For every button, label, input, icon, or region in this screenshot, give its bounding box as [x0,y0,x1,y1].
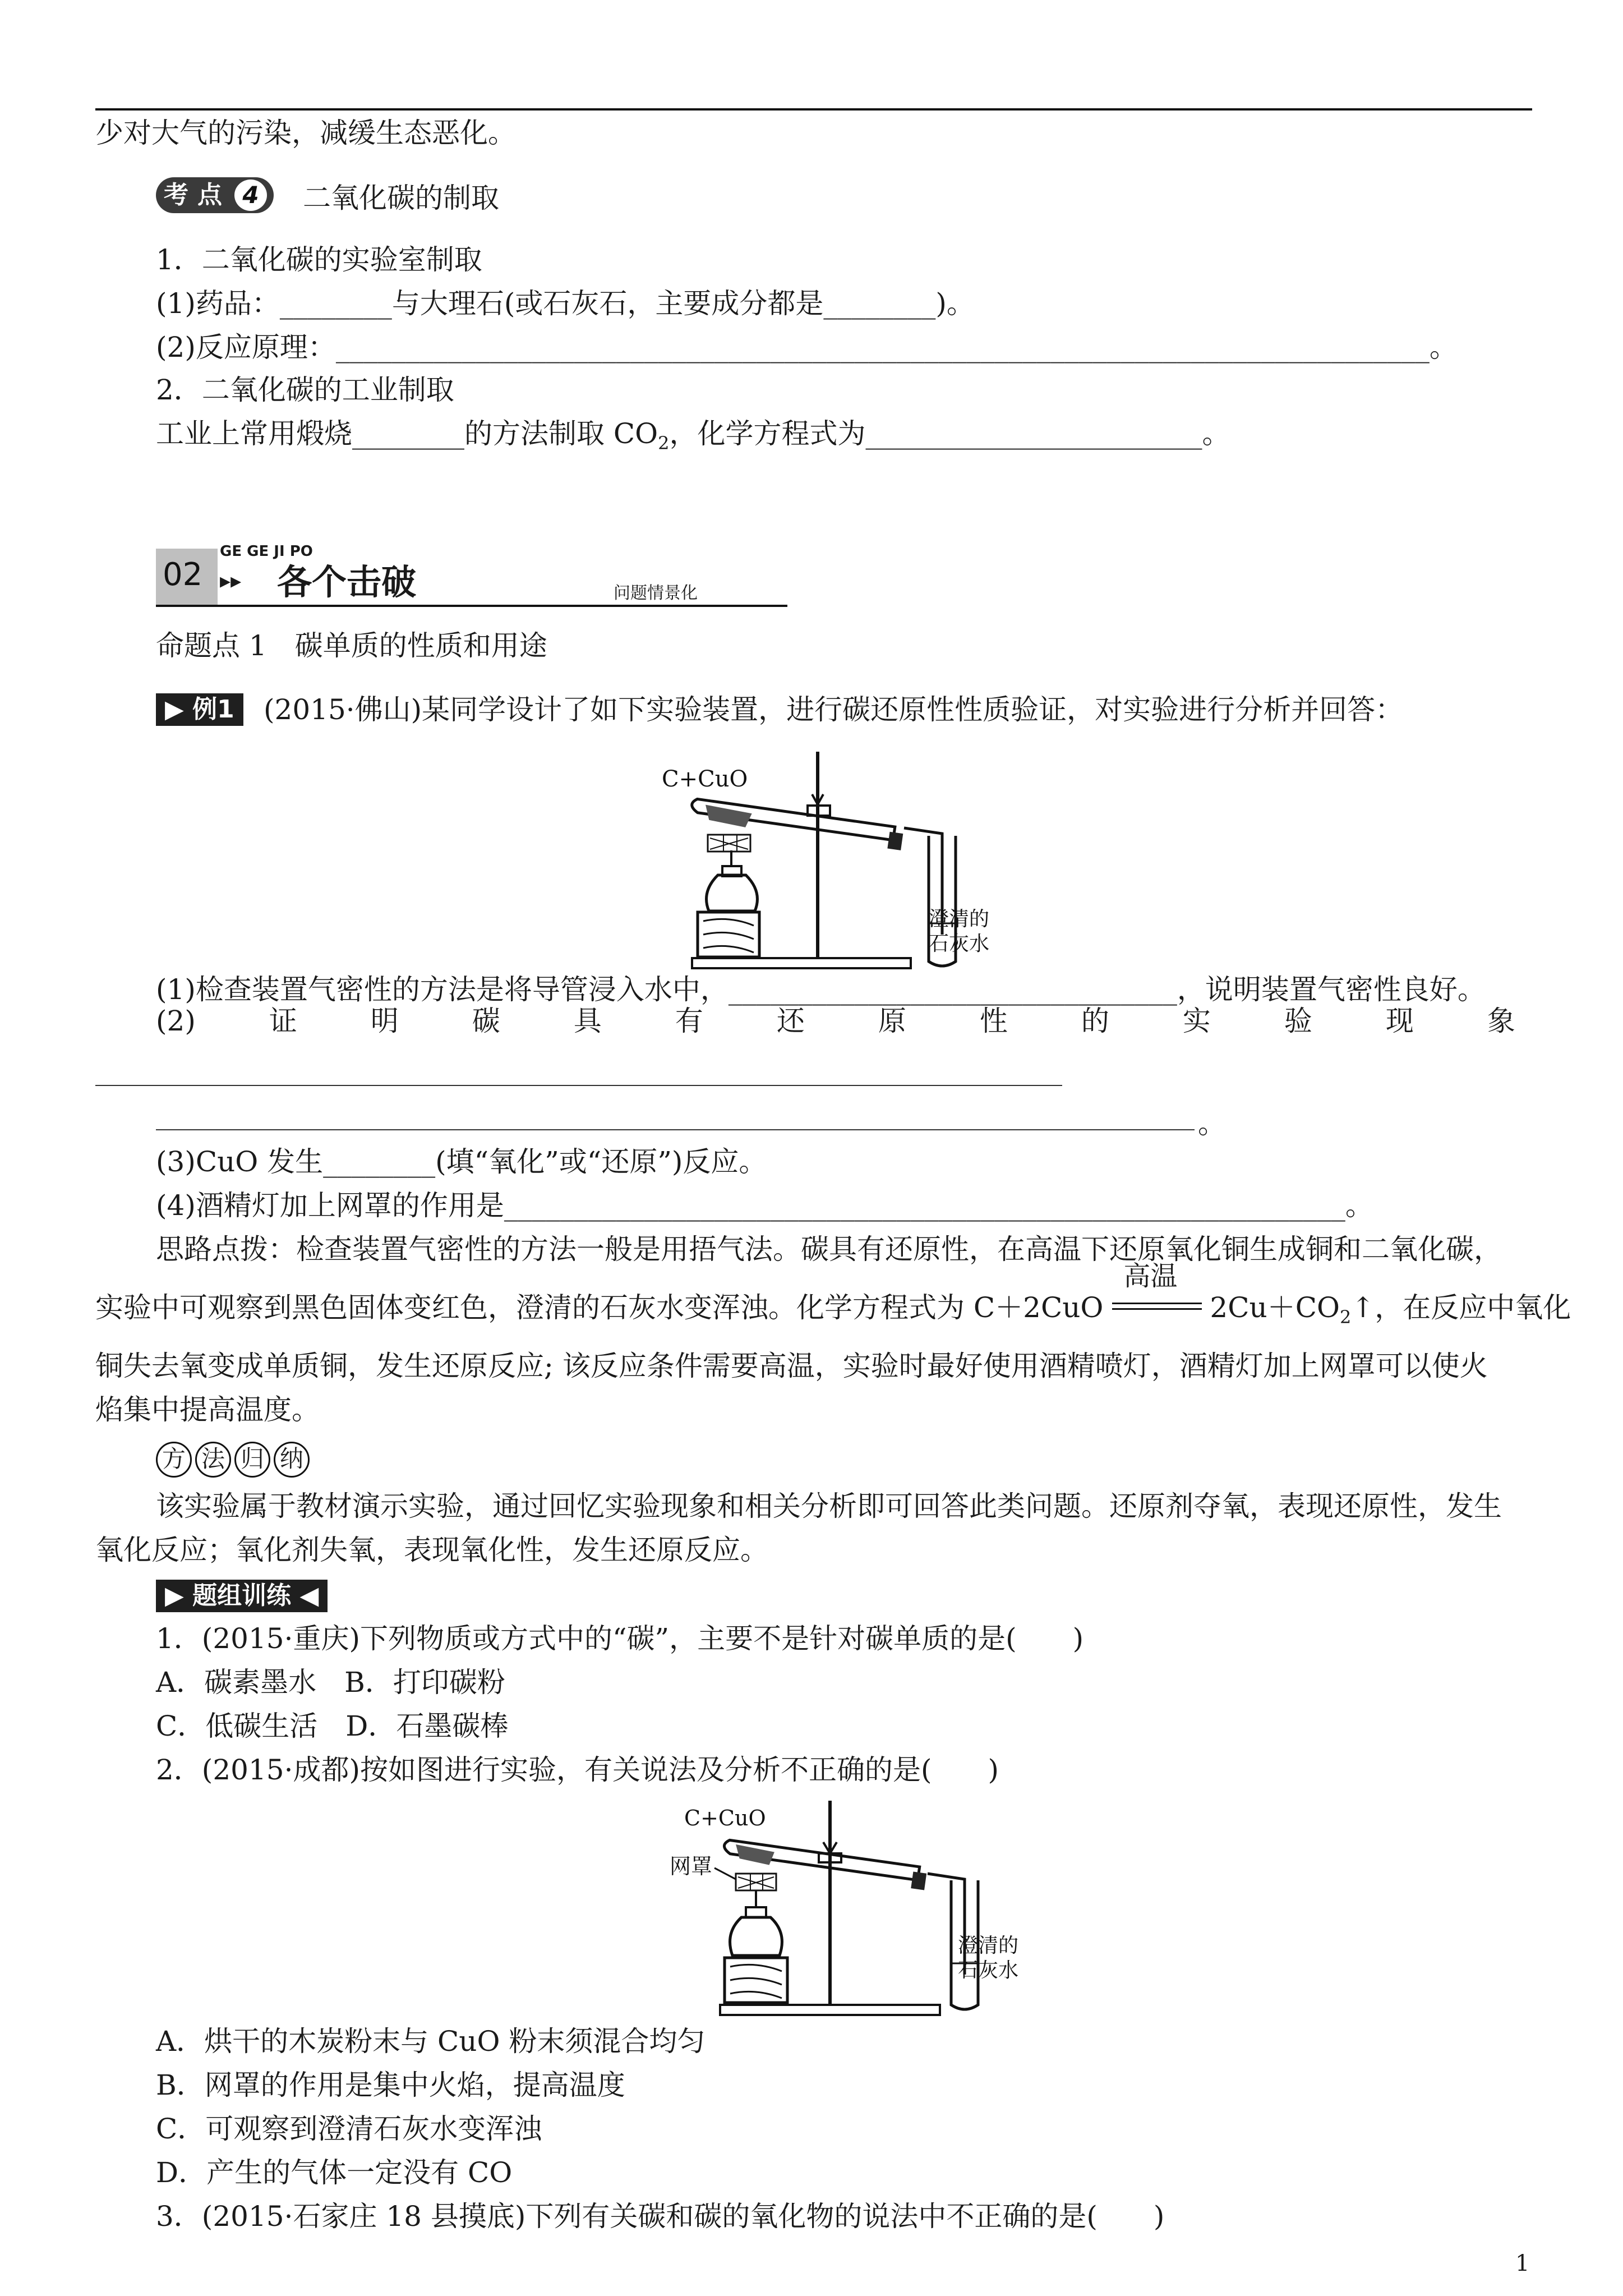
drill-q3: 3．(2015·石家庄 18 县摸底)下列有关碳和碳的氧化物的说法中不正确的是( ) [156,2200,1165,2233]
figure2-label-limewater-1: 澄清的 [958,1934,1019,1957]
industrial-line [156,416,1230,461]
drill-q2: 2．(2015·成都)按如图进行实验，有关说法及分析不正确的是( ) [156,1754,999,1786]
apparatus-figure-1 [656,735,1060,970]
q2-word: 碳 [472,1005,500,1037]
method-char: 归 [234,1442,270,1478]
figure2-label-gauze: 网罩 [670,1854,713,1879]
section-number: 02 [163,556,203,593]
q2-word: 性 [979,1005,1008,1037]
hint-eq-subscript: 2 [1339,1306,1352,1328]
method-line-1: 该实验属于教材演示实验，通过回忆实验现象和相关分析即可回答此类问题。还原剂夺氧，表现还原性，发生 [156,1490,1502,1522]
section-title: 各个击破 [277,562,417,602]
q2-word: 明 [370,1005,399,1037]
kaodian-badge [156,177,274,213]
method-char: 法 [195,1442,231,1478]
drill-q1-options-ab: A．碳素墨水 B．打印碳粉 [156,1666,505,1699]
industrial-text-b: ，化学方程式为________________________。 [669,417,1230,450]
hint-line-4: 焰集中提高温度。 [95,1393,320,1426]
q2-word: 证 [269,1005,297,1037]
section-arrows: ▸▸ [220,568,242,593]
industrial-heading: 2．二氧化碳的工业制取 [156,374,454,406]
section-pinyin: GE GE JI PO [220,543,313,560]
method-char: 方 [156,1442,192,1478]
page-number: 1 [1515,2251,1530,2276]
q2-word: (2) [156,1005,196,1037]
drill-q1: 1．(2015·重庆)下列物质或方式中的“碳”，主要不是针对碳单质的是( ) [156,1622,1084,1655]
industrial-subscript: 2 [658,432,670,454]
hint-eq-b: 2Cu＋CO [1210,1291,1340,1324]
figure1-label-limewater-2: 石灰水 [929,932,990,955]
hint-line-2 [95,1260,1571,1335]
drill-tag: ▶ 题组训练 ◀ [156,1580,328,1612]
example-q3: (3)CuO 发生________(填“氧化”或“还原”)反应。 [156,1145,767,1178]
intro-line: 少对大气的污染，减缓生态恶化。 [95,117,516,149]
industrial-text-a: 工业上常用煅烧________的方法制取 CO [156,417,658,450]
top-rule [95,108,1532,111]
lab-drugs: (1)药品：________与大理石(或石灰石，主要成分都是________)。 [156,287,975,320]
q2-word: 验 [1284,1005,1312,1037]
section-rule [156,605,787,607]
figure2-label-reagent: C+CuO [684,1806,766,1830]
mingti-heading: 命题点 1 碳单质的性质和用途 [156,629,547,662]
q2-word: 现 [1385,1005,1414,1037]
q2-word: 还 [776,1005,805,1037]
method-line-2: 氧化反应；氧化剂失氧，表现氧化性，发生还原反应。 [95,1534,768,1566]
lab-principle: (2)反应原理：______________________________________________________________________________。 [156,331,1458,364]
q2-word: 原 [878,1005,906,1037]
hint-eq-arrow [1103,1260,1210,1325]
figure2-label-limewater-2: 石灰水 [958,1959,1019,1982]
q2-word: 的 [1081,1005,1109,1037]
example-q1: (1)检查装置气密性的方法是将导管浸入水中，________________________________，说明装置气密性良好。 [156,973,1486,1006]
answer-blank-line-2 [156,1129,1195,1130]
hint-line-1: 思路点拨：检查装置气密性的方法一般是用捂气法。碳具有还原性，在高温下还原氧化铜生成铜和二氧化碳， [156,1233,1502,1266]
kaodian-title: 二氧化碳的制取 [303,182,499,214]
answer-blank-line-1 [95,1085,1062,1086]
drill-q2-option-c: C．可观察到澄清石灰水变浑浊 [156,2113,542,2145]
kaodian-char-b: 点 [197,181,222,209]
hint-eq-condition: 高温 [1123,1260,1178,1292]
drill-q1-options-cd: C．低碳生活 D．石墨碳棒 [156,1710,509,1742]
q2-word: 具 [573,1005,602,1037]
q2-word: 象 [1487,1005,1515,1037]
q2-word: 实 [1182,1005,1211,1037]
apparatus-figure-2 [662,1795,1043,2019]
example-tag: ▶ 例1 [156,693,243,726]
hint-eq-c: ↑，在反应中氧化 [1351,1291,1571,1324]
figure1-label-limewater-1: 澄清的 [929,908,990,931]
figure1-label-reagent: C+CuO [662,766,748,792]
example-text: (2015·佛山)某同学设计了如下实验装置，进行碳还原性性质验证，对实验进行分析并回答： [264,693,1404,726]
hint-eq-bar-1 [1112,1303,1202,1304]
section-subtitle: 问题情景化 [614,583,698,603]
example-q4: (4)酒精灯加上网罩的作用是____________________________________________________________。 [156,1189,1373,1222]
example-q2-words [156,1004,1515,1038]
hint-line-3: 铜失去氧变成单质铜，发生还原反应; 该反应条件需要高温，实验时最好使用酒精喷灯，酒精灯加上网罩可以使火 [95,1350,1488,1382]
lab-heading: 1．二氧化碳的实验室制取 [156,243,482,276]
hint-eq-a: 实验中可观察到黑色固体变红色，澄清的石灰水变浑浊。化学方程式为 C＋2CuO [95,1291,1104,1324]
drill-q2-option-d: D．产生的气体一定没有 CO [156,2156,513,2189]
kaodian-number: 4 [234,180,267,211]
q2-word: 有 [675,1005,703,1037]
method-badge [156,1442,313,1478]
kaodian-char-a: 考 [164,181,188,209]
hint-eq-bar-2 [1112,1308,1202,1310]
drill-q2-option-b: B．网罩的作用是集中火焰，提高温度 [156,2069,625,2101]
q2-end-mark: 。 [1198,1107,1226,1140]
drill-q2-option-a: A．烘干的木炭粉末与 CuO 粉末须混合均匀 [156,2025,706,2058]
method-char: 纳 [274,1442,310,1478]
